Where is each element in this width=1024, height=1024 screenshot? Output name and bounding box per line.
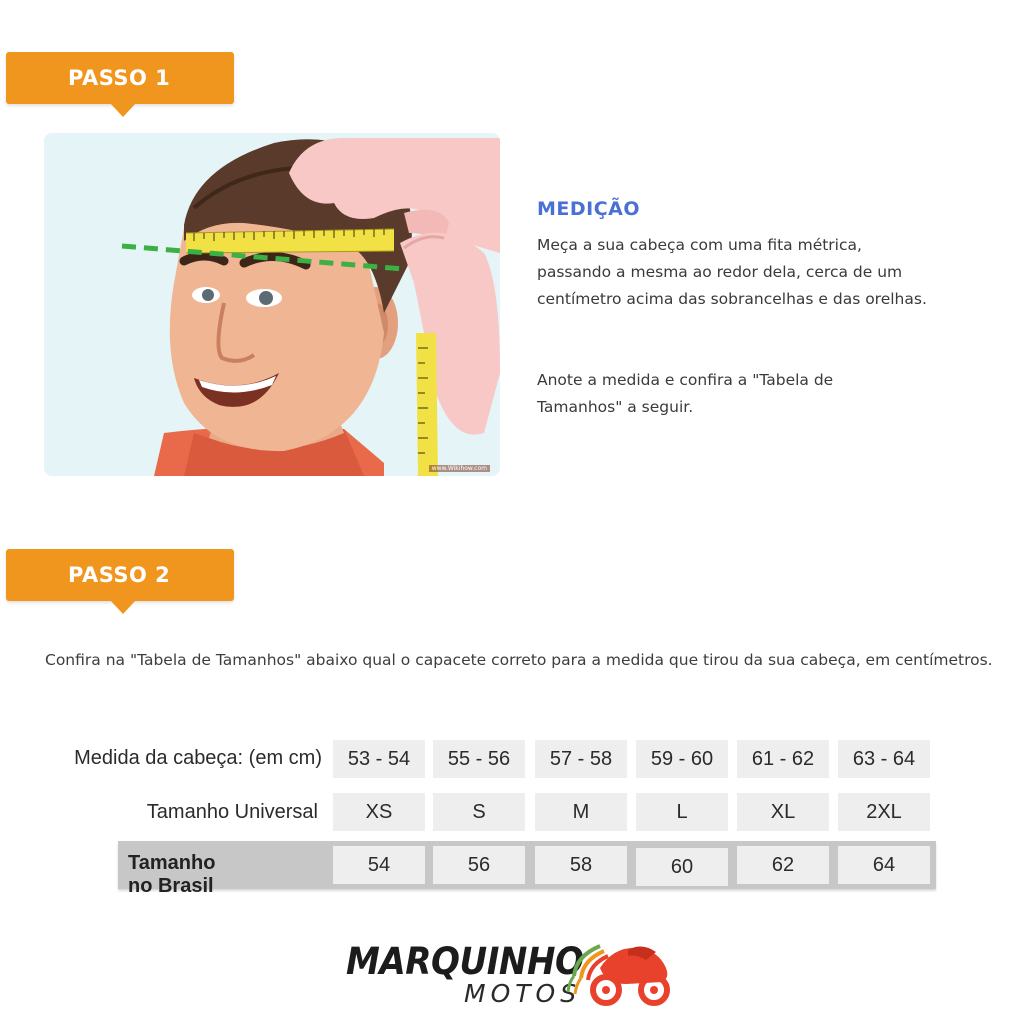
cell-universal: L [636, 793, 728, 831]
brand-logo [340, 936, 680, 1008]
illustration-credit: www.Wikihow.com [429, 465, 490, 472]
step1-banner [6, 52, 234, 104]
cell-universal: M [535, 793, 627, 831]
step2-banner [6, 549, 234, 601]
measurement-note: Anote a medida e confira a "Tabela de Tamanhos" a seguir. [537, 371, 834, 416]
cell-measure: 59 - 60 [636, 740, 728, 778]
cell-brasil: 56 [433, 846, 525, 884]
cell-measure: 55 - 56 [433, 740, 525, 778]
motorcycle-icon [566, 938, 674, 1008]
cell-brasil: 60 [636, 848, 728, 886]
cell-measure: 61 - 62 [737, 740, 829, 778]
brand-name: MARQUINHO [346, 940, 584, 983]
measurement-instructions: Meça a sua cabeça com uma fita métrica, passando a mesma ao redor dela, cerca de um centímetro acima das sobrancelhas e das orelhas. [537, 236, 927, 308]
cell-universal: S [433, 793, 525, 831]
cell-universal: XL [737, 793, 829, 831]
cell-brasil: 54 [333, 846, 425, 884]
head-measurement-illustration [44, 133, 500, 476]
cell-measure: 53 - 54 [333, 740, 425, 778]
step2-label: PASSO 2 [68, 563, 171, 587]
cell-brasil: 58 [535, 846, 627, 884]
cell-brasil: 62 [737, 846, 829, 884]
step1-label: PASSO 1 [68, 66, 171, 90]
cell-brasil: 64 [838, 846, 930, 884]
brand-subtitle: MOTOS [464, 979, 582, 1008]
row-label-head-measure: Medida da cabeça: (em cm) [74, 747, 322, 769]
cell-universal: XS [333, 793, 425, 831]
cell-universal: 2XL [838, 793, 930, 831]
row-label-universal-size: Tamanho Universal [146, 801, 318, 823]
cell-measure: 63 - 64 [838, 740, 930, 778]
measurement-title: MEDIÇÃO [537, 198, 641, 220]
cell-measure: 57 - 58 [535, 740, 627, 778]
row-label-brasil-size: Tamanho no Brasil [128, 852, 216, 897]
size-table-intro: Confira na "Tabela de Tamanhos" abaixo qual o capacete correto para a medida que tirou da sua cabeça, em centímetros. [45, 651, 993, 669]
